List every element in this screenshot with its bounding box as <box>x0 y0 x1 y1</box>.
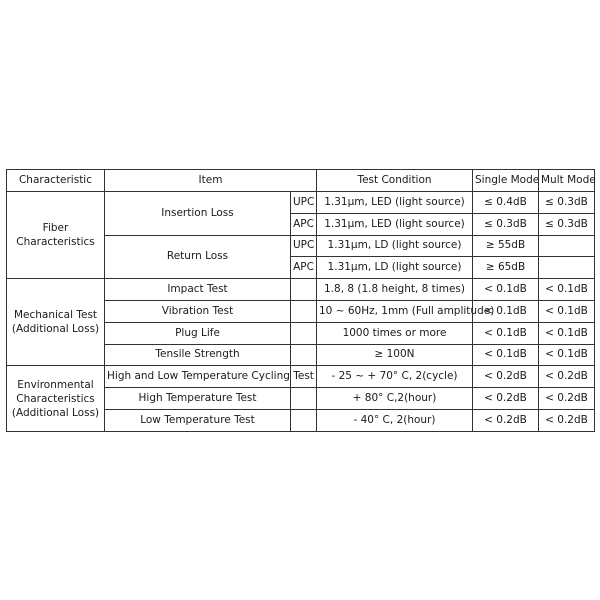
item-impact-test: Impact Test <box>105 279 291 301</box>
item-tensile-strength: Tensile Strength <box>105 344 291 366</box>
connector-type: UPC <box>291 235 317 257</box>
item-insertion-loss: Insertion Loss <box>105 192 291 236</box>
single-mode-value: ≥ 65dB <box>473 257 539 279</box>
connector-type-empty <box>291 300 317 322</box>
mult-mode-value: < 0.1dB <box>539 300 595 322</box>
table-row <box>7 192 595 214</box>
mult-mode-value: < 0.1dB <box>539 279 595 301</box>
mult-mode-value: ≤ 0.3dB <box>539 192 595 214</box>
single-mode-value: ≤ 0.4dB <box>473 192 539 214</box>
specification-table <box>6 169 595 432</box>
mult-mode-value <box>539 235 595 257</box>
header-test-condition: Test Condition <box>317 170 473 192</box>
mult-mode-value: < 0.1dB <box>539 344 595 366</box>
mult-mode-value: < 0.2dB <box>539 388 595 410</box>
mult-mode-value <box>539 257 595 279</box>
test-condition: 1.31μm, LED (light source) <box>317 192 473 214</box>
connector-type: UPC <box>291 192 317 214</box>
single-mode-value: ≤ 0.3dB <box>473 213 539 235</box>
header-mult-mode: Mult Mode <box>539 170 595 192</box>
connector-type-empty <box>291 279 317 301</box>
test-condition: 1.8, 8 (1.8 height, 8 times) <box>317 279 473 301</box>
test-condition: 1.31μm, LD (light source) <box>317 235 473 257</box>
item-temperature-cycling-test: High and Low Temperature Cycling Test <box>105 366 291 388</box>
group-label-line: (Additional Loss) <box>11 406 100 419</box>
table-row <box>7 366 595 388</box>
single-mode-value: < 0.1dB <box>473 322 539 344</box>
mult-mode-value: < 0.2dB <box>539 409 595 431</box>
connector-type-empty <box>291 388 317 410</box>
single-mode-value: < 0.1dB <box>473 279 539 301</box>
test-condition: + 80° C,2(hour) <box>317 388 473 410</box>
mult-mode-value: < 0.2dB <box>539 366 595 388</box>
table-header <box>7 170 595 192</box>
connector-type-empty <box>291 344 317 366</box>
connector-type-empty <box>291 322 317 344</box>
mult-mode-value: ≤ 0.3dB <box>539 213 595 235</box>
item-vibration-test: Vibration Test <box>105 300 291 322</box>
group-label-line: Mechanical Test <box>13 309 98 322</box>
test-condition: ≥ 100N <box>317 344 473 366</box>
item-return-loss: Return Loss <box>105 235 291 279</box>
test-condition: 1000 times or more <box>317 322 473 344</box>
connector-type-empty <box>291 409 317 431</box>
single-mode-value: < 0.2dB <box>473 366 539 388</box>
test-condition: 10 ~ 60Hz, 1mm (Full amplitude) <box>317 300 473 322</box>
single-mode-value: < 0.1dB <box>473 344 539 366</box>
table-row <box>7 279 595 301</box>
test-condition: - 25 ~ + 70° C, 2(cycle) <box>317 366 473 388</box>
test-condition: 1.31μm, LED (light source) <box>317 213 473 235</box>
group-label-line: (Additional Loss) <box>11 323 100 336</box>
group-label-line: Characteristics <box>16 392 95 405</box>
group-label-line: Environmental <box>17 378 94 391</box>
header-item: Item <box>105 170 317 192</box>
connector-type: APC <box>291 257 317 279</box>
group-mechanical-test <box>7 279 105 366</box>
single-mode-value: ≥ 55dB <box>473 235 539 257</box>
single-mode-value: < 0.2dB <box>473 409 539 431</box>
header-row <box>7 170 595 192</box>
connector-type: APC <box>291 213 317 235</box>
single-mode-value: < 0.2dB <box>473 388 539 410</box>
header-characteristic: Characteristic <box>7 170 105 192</box>
item-high-temperature-test: High Temperature Test <box>105 388 291 410</box>
test-condition: - 40° C, 2(hour) <box>317 409 473 431</box>
group-environmental-characteristics <box>7 366 105 431</box>
single-mode-value: < 0.1dB <box>473 300 539 322</box>
item-low-temperature-test: Low Temperature Test <box>105 409 291 431</box>
table-body <box>7 192 595 432</box>
test-condition: 1.31μm, LD (light source) <box>317 257 473 279</box>
item-plug-life: Plug Life <box>105 322 291 344</box>
group-fiber-characteristics: Fiber Characteristics <box>7 192 105 279</box>
header-single-mode: Single Mode <box>473 170 539 192</box>
mult-mode-value: < 0.1dB <box>539 322 595 344</box>
